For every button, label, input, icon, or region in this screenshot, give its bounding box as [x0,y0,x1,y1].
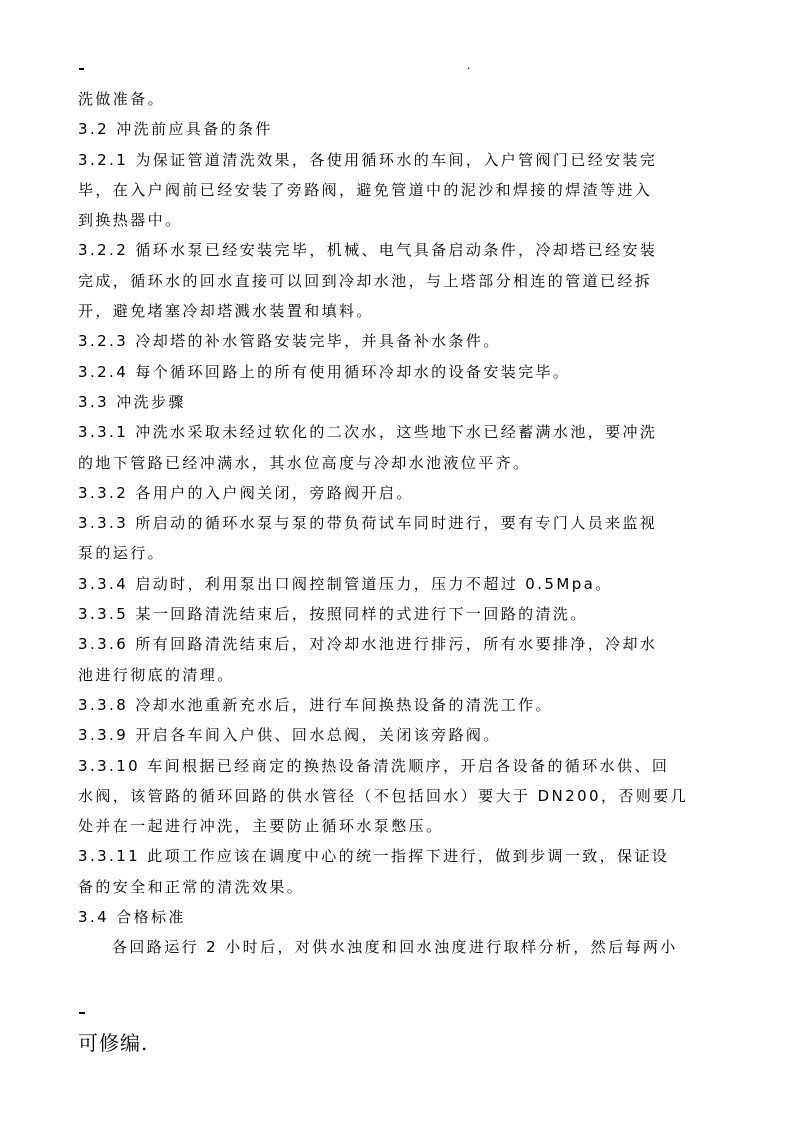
text-line: 3.3.9 开启各车间入户供、回水总阀，关闭该旁路阀。 [78,726,501,745]
text-line: 3.2.4 每个循环回路上的所有使用循环冷却水的设备安装完毕。 [78,362,571,381]
text-line: 3.3.10 车间根据已经商定的换热设备清洗顺序，开启各设备的循环水供、回 [78,756,670,775]
header-mark [79,68,84,70]
text-line: 3.3.3 所启动的循环水泵与泵的带负荷试车同时进行，要有专门人员来监视 [78,514,658,533]
text-line: 各回路运行 2 小时后，对供水浊度和回水浊度进行取样分析，然后每两小 [112,938,678,957]
text-line: 3.3.5 某一回路清洗结束后，按照同样的式进行下一回路的清洗。 [78,605,588,624]
text-line: 3.2.1 为保证管道清洗效果，各使用循环水的车间，入户管阀门已经安装完 [78,150,658,169]
text-line: 3.2.2 循环水泵已经安装完毕，机械、电气具备启动条件，冷却塔已经安装 [78,241,658,260]
section-heading: 3.4 合格标准 [78,908,186,927]
section-heading: 3.3 冲洗步骤 [78,392,186,411]
header-dot: . [467,61,471,72]
text-line: 3.3.11 此项工作应该在调度中心的统一指挥下进行，做到步调一致，保证设 [78,847,670,866]
text-line: 处并在一起进行冲洗，主要防止循环水泵憋压。 [78,817,444,836]
text-line: 3.3.6 所有回路清洗结束后，对冷却水池进行排污，所有水要排净，冷却水 [78,635,658,654]
text-line: 的地下管路已经冲满水，其水位高度与冷却水池液位平齐。 [78,453,531,472]
section-heading: 3.2 冲洗前应具备的条件 [78,120,273,139]
text-line: 3.3.8 冷却水池重新充水后，进行车间换热设备的清洗工作。 [78,695,553,714]
text-line: 备的安全和正常的清洗效果。 [78,877,305,896]
text-line: 毕，在入户阀前已经安装了旁路阀，避免管道中的泥沙和焊接的焊渣等进入 [78,180,653,199]
text-line: 池进行彻底的清理。 [78,665,235,684]
footer-note: 可修编. [78,1031,149,1055]
footer-mark [79,1012,85,1014]
text-line: 3.3.1 冲洗水采取未经过软化的二次水，这些地下水已经蓄满水池，要冲洗 [78,423,658,442]
text-line: 3.3.4 启动时，利用泵出口阀控制管道压力，压力不超过 0.5Mpa。 [78,574,613,593]
text-line: 洗做准备。 [78,90,166,108]
text-line: 开，避免堵塞冷却塔溅水装置和填料。 [78,302,374,321]
text-line: 3.3.2 各用户的入户阀关闭，旁路阀开启。 [78,483,414,502]
text-line: 到换热器中。 [78,211,183,230]
document-body [78,84,718,963]
text-line: 3.2.3 冷却塔的补水管路安装完毕，并具备补水条件。 [78,332,501,351]
text-line: 泵的运行。 [78,544,166,563]
text-line: 水阀，该管路的循环回路的供水管径（不包括回水）要大于 DN200，否则要几 [78,786,688,805]
text-line: 完成，循环水的回水直接可以回到冷却水池，与上塔部分相连的管道已经拆 [78,271,653,290]
